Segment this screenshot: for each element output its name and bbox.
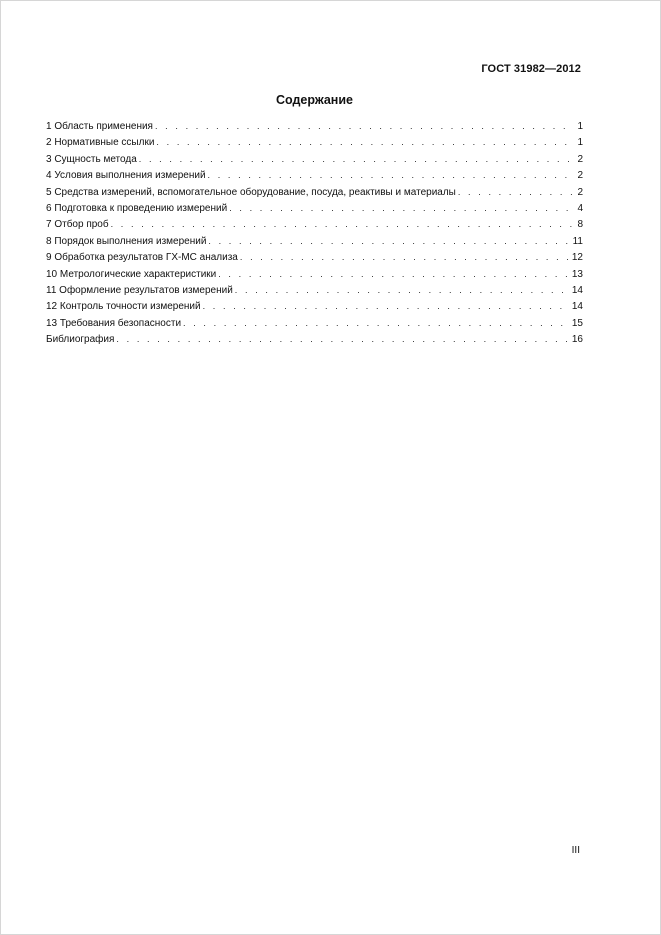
toc-dot-leader	[235, 282, 569, 298]
toc-entry-label: 7 Отбор проб	[46, 219, 109, 231]
toc-dot-leader	[240, 249, 569, 265]
toc-entry-label: 4 Условия выполнения измерений	[46, 170, 206, 182]
toc-dot-leader	[229, 200, 574, 216]
toc-entry-scope[interactable]	[46, 118, 583, 134]
toc-entry-page: 12	[571, 252, 583, 264]
toc-dot-leader	[183, 315, 569, 331]
toc-entry-accuracy-control[interactable]	[46, 298, 583, 314]
document-code: ГОСТ 31982—2012	[481, 63, 581, 75]
toc-dot-leader	[208, 167, 575, 183]
toc-entry-label: 13 Требования безопасности	[46, 317, 182, 329]
toc-entry-page: 2	[577, 170, 583, 182]
toc-entry-normative-references[interactable]	[46, 134, 583, 150]
toc-entry-page: 13	[571, 268, 583, 280]
toc-entry-bibliography[interactable]	[46, 331, 583, 347]
toc-entry-results-registration[interactable]	[46, 282, 583, 298]
toc-entry-page: 1	[577, 137, 583, 149]
toc-dot-leader	[156, 134, 574, 150]
toc-dot-leader	[218, 266, 569, 282]
page-number: III	[571, 845, 580, 856]
toc-entry-page: 16	[571, 334, 583, 346]
toc-entry-label: 2 Нормативные ссылки	[46, 137, 155, 149]
toc-dot-leader	[116, 331, 568, 347]
toc-entry-result-processing[interactable]	[46, 249, 583, 265]
toc-entry-label: 10 Метрологические характеристики	[46, 268, 217, 280]
toc-entry-label: 11 Оформление результатов измерений	[46, 284, 233, 296]
toc-entry-label: Библиография	[46, 334, 115, 346]
toc-entry-label: 5 Средства измерений, вспомогательное оборудование, посуда, реактивы и материалы	[46, 186, 456, 198]
toc-entry-page: 8	[577, 219, 583, 231]
toc-entry-label: 6 Подготовка к проведению измерений	[46, 202, 228, 214]
toc-title: Содержание	[275, 93, 353, 107]
table-of-contents	[46, 118, 583, 347]
toc-entry-page: 14	[571, 301, 583, 313]
toc-entry-label: 3 Сущность метода	[46, 153, 137, 165]
toc-dot-leader	[458, 184, 575, 200]
toc-entry-page: 11	[572, 235, 583, 247]
toc-dot-leader	[111, 216, 575, 232]
toc-entry-safety-requirements[interactable]	[46, 315, 583, 331]
toc-entry-measurement-procedure[interactable]	[46, 233, 583, 249]
toc-entry-page: 2	[577, 186, 583, 198]
toc-dot-leader	[155, 118, 574, 134]
toc-entry-page: 15	[571, 317, 583, 329]
toc-dot-leader	[139, 151, 575, 167]
toc-entry-metrological-characteristics[interactable]	[46, 266, 583, 282]
toc-dot-leader	[208, 233, 569, 249]
toc-entry-sampling[interactable]	[46, 216, 583, 232]
toc-entry-label: 8 Порядок выполнения измерений	[46, 235, 207, 247]
toc-entry-page: 14	[571, 284, 583, 296]
toc-entry-measuring-instruments[interactable]	[46, 184, 583, 200]
toc-entry-label: 1 Область применения	[46, 121, 153, 132]
toc-dot-leader	[203, 298, 569, 314]
toc-entry-page: 2	[577, 153, 583, 165]
toc-entry-label: 12 Контроль точности измерений	[46, 301, 201, 313]
toc-entry-label: 9 Обработка результатов ГХ-МС анализа	[46, 252, 238, 264]
toc-entry-page: 4	[577, 202, 583, 214]
toc-entry-preparation[interactable]	[46, 200, 583, 216]
toc-entry-method-essence[interactable]	[46, 151, 583, 167]
toc-entry-page: 1	[577, 121, 583, 132]
toc-entry-measurement-conditions[interactable]	[46, 167, 583, 183]
